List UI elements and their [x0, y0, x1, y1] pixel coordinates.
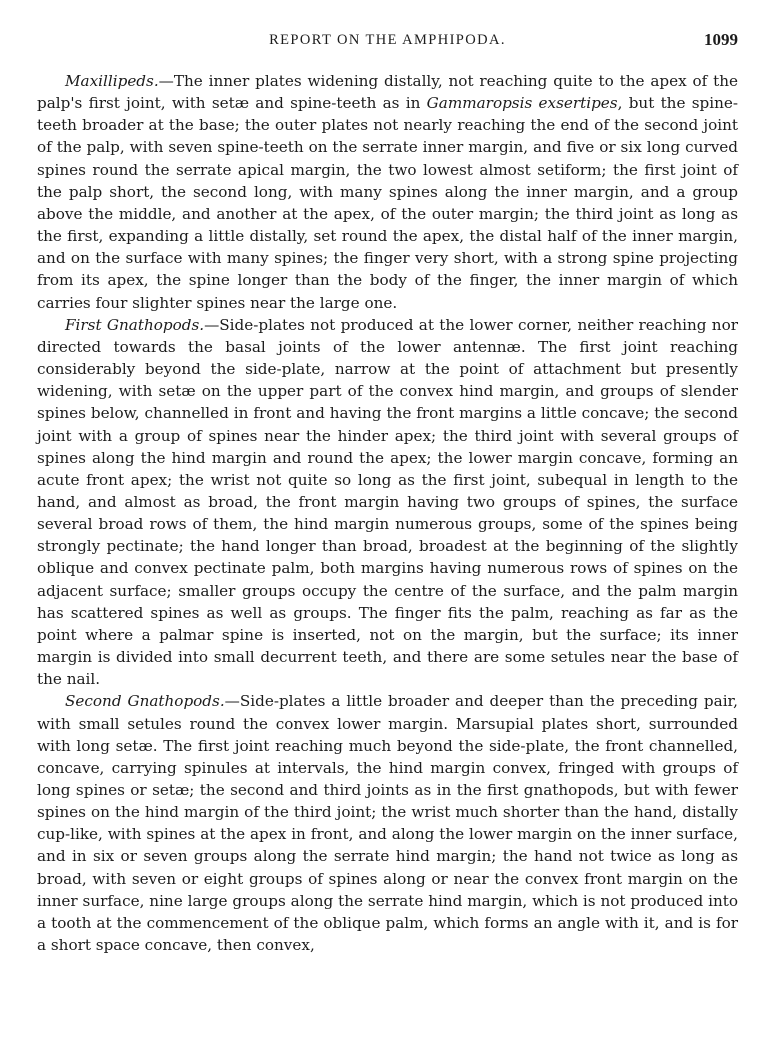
paragraph-text: , but the spine-teeth broader at the base; the outer plates not nearly reaching the end of the second joint of the palp, with seven spine-teeth on the serrate inner margin, and five or six long curved spines round the serrate apical margin, the two lowest almost setiform; the first joint of the palp short, the second long, with many spines along the inner margin, and a group above the middle, and another at the apex, of the outer margin; the third joint as long as the first, expanding a little distally, set round the apex, the distal half of the inner margin, and on the surface with many spines; the finger very short, with a strong spine projecting from its apex, the spine longer than the body of the finger, the inner margin of which carries four slighter spines near the large one. [37, 94, 738, 312]
paragraph-text: —Side-plates not produced at the lower corner, neither reaching nor directed towards the basal joints of the lower antennæ. The first joint reaching considerably beyond the side-plate, narrow at the point of attachment but presently widening, with setæ on the upper part of the convex hind margin, and groups of slender spines below, channelled in front and having the front margins a little concave; the second joint with a group of spines near the hinder apex; the third joint with several groups of spines along the hind margin and round the apex; the lower margin concave, forming an acute front apex; the wrist not quite so long as the first joint, subequal in length to the hand, and almost as broad, the front margin having two groups of spines, the surface several broad rows of them, the hind margin numerous groups, some of the spines being strongly pectinate; the hand longer than broad, broadest at the beginning of the slightly oblique and convex pectinate palm, both margins having numerous rows of spines on the adjacent surface; smaller groups occupy the centre of the surface, and the palm margin has scattered spines as well as groups. The finger fits the palm, reaching as far as the point where a palmar spine is inserted, not on the margin, but the surface; its inner margin is divided into small decurrent teeth, and there are some setules near the base of the nail. [37, 315, 738, 689]
page-number: 1099 [704, 30, 738, 49]
body-text [37, 70, 738, 956]
running-header [37, 30, 738, 56]
paragraph-first-gnathopods [37, 314, 738, 691]
running-title: REPORT ON THE AMPHIPODA. [269, 32, 506, 48]
paragraph-heading: Second Gnathopods. [65, 692, 225, 711]
paragraph-heading: Maxillipeds. [65, 72, 159, 90]
species-name: Gammaropsis exsertipes [426, 94, 618, 113]
paragraph-second-gnathopods [37, 690, 738, 956]
paragraph-heading: First Gnathopods. [65, 315, 205, 334]
paragraph-maxillipeds [37, 70, 738, 314]
paragraph-text: —The inner plates widening distally, not reaching quite to the apex of the palp's first joint, with setæ and spine-teeth as in [37, 72, 738, 113]
paragraph-text: —Side-plates a little broader and deeper than the preceding pair, with small setules round the convex lower margin. Marsupial plates short, surrounded with long setæ. The first joint reaching much beyond the side-plate, the front channelled, concave, carrying spinules at intervals, the hind margin convex, fringed with groups of long spines or setæ; the second and third joints as in the first gnathopods, but with fewer spines on the hind margin of the third joint; the wrist much shorter than the hand, distally cup-like, with spines at the apex in front, and along the lower margin on the inner surface, and in six or seven groups along the serrate hind margin; the hand not twice as long as broad, with seven or eight groups of spines along or near the convex front margin on the inner surface, nine large groups along the serrate hind margin, which is not produced into a tooth at the commencement of the oblique palm, which forms an angle with it, and is for a short space concave, then convex, [37, 692, 738, 955]
